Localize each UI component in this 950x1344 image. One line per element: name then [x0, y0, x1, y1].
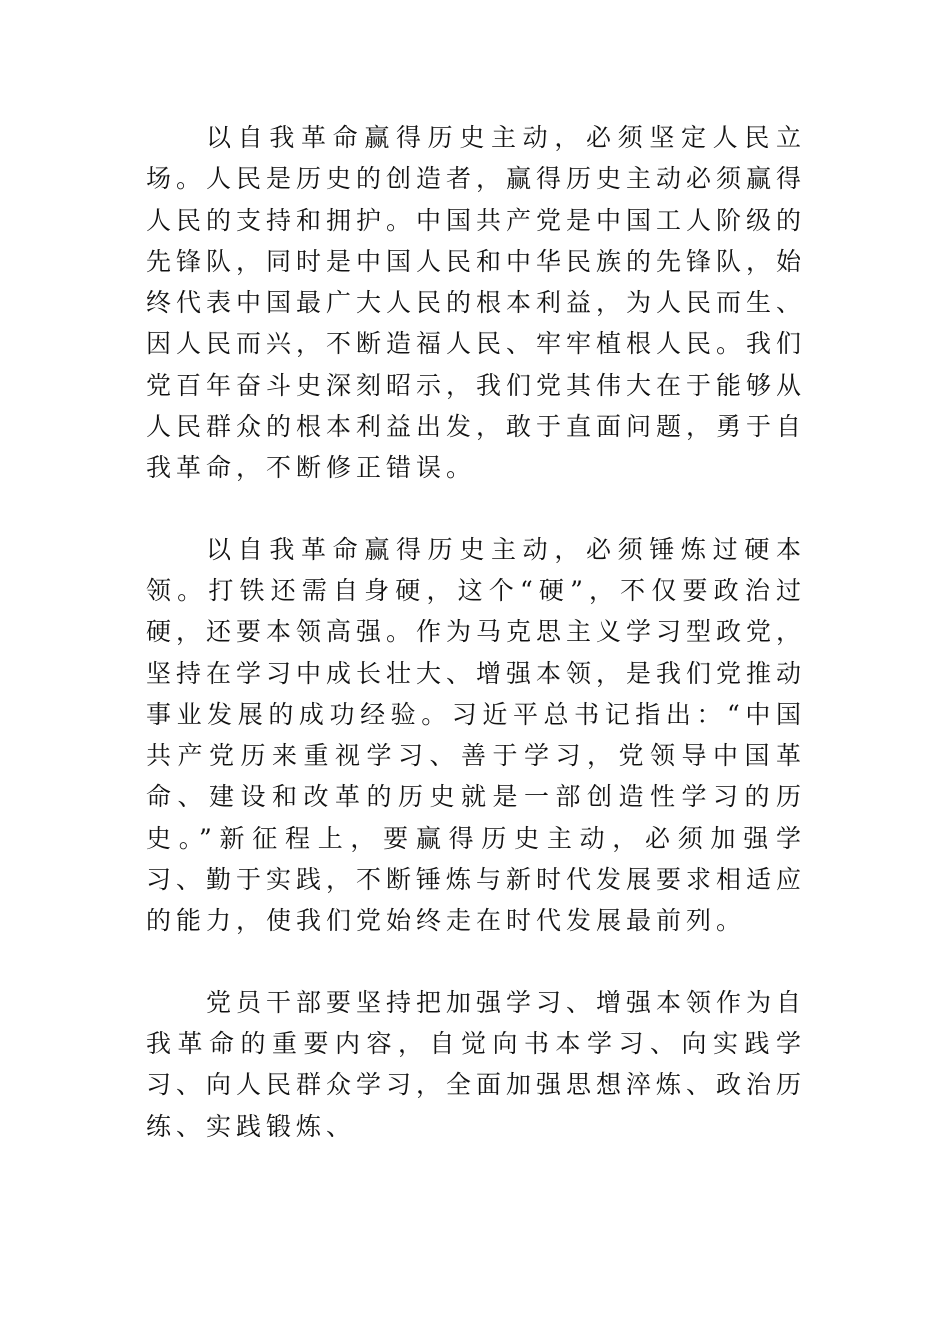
paragraph-hard-skills: 以自我革命赢得历史主动，必须锤炼过硬本领。打铁还需自身硬，这个“硬”，不仅要政治过硬，还要本领高强。作为马克思主义学习型政党，坚持在学习中成长壮大、增强本领，是我们党推动事业发展的成功经验。习近平总书记指出：“中国共产党历来重视学习、善于学习，党领导中国革命、建设和改革的历史就是一部创造性学习的历史。”新征程上，要赢得历史主动，必须加强学习、勤于实践，不断锤炼与新时代发展要求相适应的能力，使我们党始终走在时代发展最前列。: [146, 534, 807, 936]
paragraph-people-stance: 以自我革命赢得历史主动，必须坚定人民立场。人民是历史的创造者，赢得历史主动必须赢得人民的支持和拥护。中国共产党是中国工人阶级的先锋队，同时是中国人民和中华民族的先锋队，始终代表中国最广大人民的根本利益，为人民而生、因人民而兴，不断造福人民、牢牢植根人民。我们党百年奋斗史深刻昭示，我们党其伟大在于能够从人民群众的根本利益出发，敢于直面问题，勇于自我革命，不断修正错误。: [146, 123, 807, 483]
paragraph-cadre-learning: 党员干部要坚持把加强学习、增强本领作为自我革命的重要内容，自觉向书本学习、向实践学习、向人民群众学习，全面加强思想淬炼、政治历练、实践锻炼、: [146, 987, 807, 1141]
document-body: [146, 117, 806, 1147]
